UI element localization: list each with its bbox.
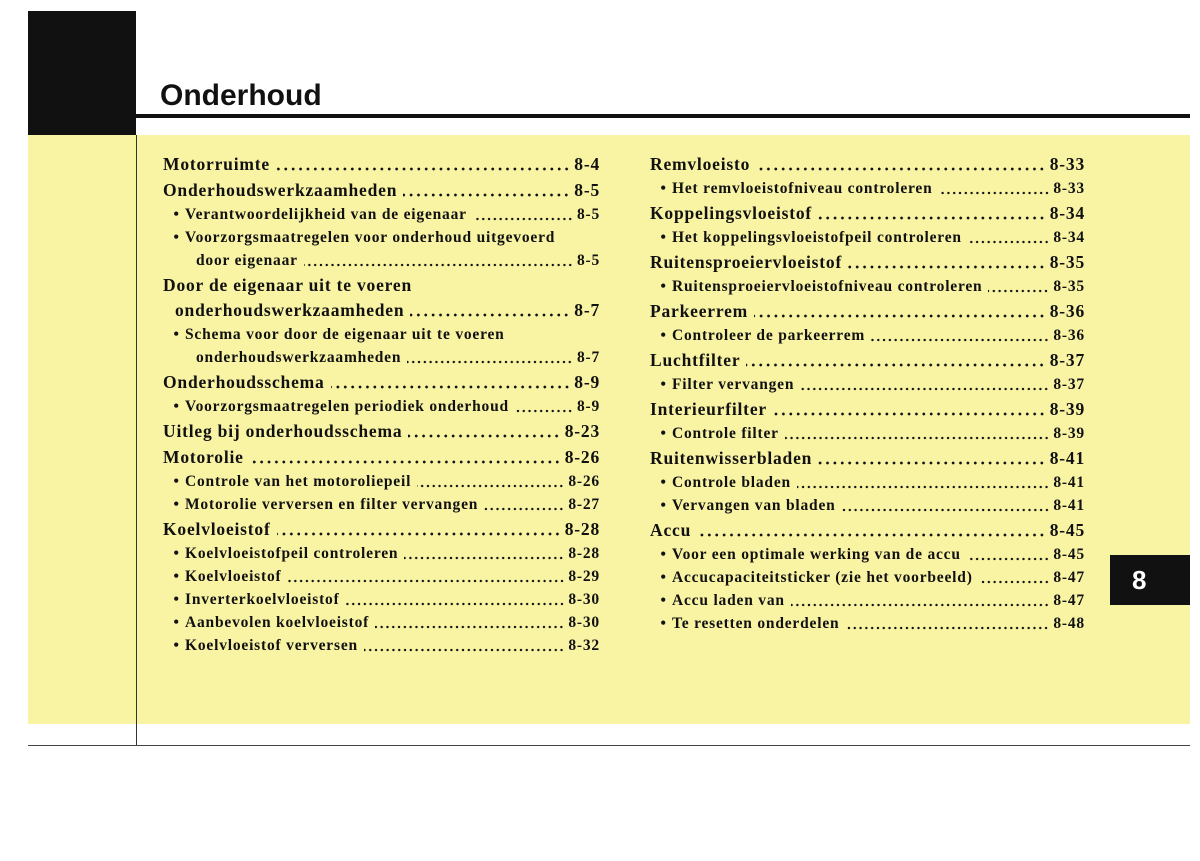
toc-entry [163,178,600,203]
page-number: 8-36 [1049,300,1085,321]
toc-entry [163,445,600,470]
entry-title: • Accucapaciteitsticker (zie het voorbeeld) [672,568,973,586]
page-number: 8-33 [1053,179,1085,197]
toc-line [163,370,600,395]
dot-leader [754,299,1046,324]
entry-title: • Accu laden van [672,591,785,609]
dot-leader [845,612,1049,635]
toc-entry [650,152,1085,177]
chapter-tab [1110,555,1190,605]
toc-line [650,589,1085,612]
page-number: 8-37 [1049,349,1085,370]
toc-subentry [650,543,1085,566]
dot-leader [408,419,560,444]
toc-subentry [650,373,1085,396]
toc-line [163,542,600,565]
dot-leader [791,589,1050,612]
toc-subentry [163,323,600,369]
toc-entry [650,250,1085,275]
entry-title: • Te resetten onderdelen [672,614,840,632]
page-number: 8-7 [574,299,600,320]
dot-leader [484,493,564,516]
page-number: 8-9 [574,371,600,392]
page-number: 8-30 [568,590,600,608]
entry-title: • Controle van het motoroliepeil [185,472,412,490]
toc-line [650,226,1085,249]
toc-line [650,275,1085,298]
dot-leader [988,275,1049,298]
page-number: 8-23 [564,420,600,441]
toc-subentry [163,395,600,418]
toc-subentry [650,275,1085,298]
dot-leader [785,422,1050,445]
page-number: 8-39 [1053,424,1085,442]
page-number: 8-5 [576,205,600,223]
toc-line [650,612,1085,635]
dot-leader [871,324,1049,347]
page-number: 8-9 [576,397,600,415]
chapter-title: Onderhoud [160,79,322,112]
entry-title: • Inverterkoelvloeistof [185,590,340,608]
page-number: 8-5 [574,179,600,200]
entry-title: Motorruimte [163,153,270,174]
toc-entry [163,517,600,542]
entry-title: Ruitensproeiervloeistof [650,251,843,272]
dot-leader [375,611,564,634]
dot-leader [968,226,1050,249]
toc-line [650,373,1085,396]
toc-subentry [650,422,1085,445]
page-number: 8-35 [1049,251,1085,272]
page-number: 8-5 [576,251,600,269]
entry-title: Accu [650,519,692,540]
entry-title: • Koelvloeistof verversen [185,636,358,654]
toc-line [163,273,600,298]
toc-entry [650,518,1085,543]
toc-line [163,203,600,226]
toc-line [650,543,1085,566]
dot-leader [276,152,570,177]
toc-subentry [163,588,600,611]
entry-title: Luchtfilter [650,349,741,370]
entry-title-continued: onderhoudswerkzaamheden [196,348,402,366]
page-number: 8-37 [1053,375,1085,393]
chapter-tab-number: 8 [1132,565,1147,595]
toc-line [650,471,1085,494]
toc-entry [650,446,1085,471]
toc-entry [650,299,1085,324]
page-number: 8-33 [1049,153,1085,174]
page-number: 8-48 [1053,614,1085,632]
page-number: 8-41 [1053,496,1085,514]
page-number: 8-47 [1053,591,1085,609]
dot-leader [746,348,1045,373]
entry-title: Interieurfilter [650,398,767,419]
toc-subentry [163,565,600,588]
dot-leader [842,494,1050,517]
toc-subentry [163,203,600,226]
toc-line [650,201,1085,226]
entry-title: • Het remvloeistofniveau controleren [672,179,933,197]
toc-line [163,226,600,249]
toc-line [650,422,1085,445]
toc-line [650,397,1085,422]
page-number: 8-41 [1053,473,1085,491]
toc-line [650,177,1085,200]
toc-line [650,518,1085,543]
page-number: 8-34 [1049,202,1085,223]
toc-line [163,323,600,346]
toc-entry [163,419,600,444]
toc-subentry [163,611,600,634]
page-number: 8-34 [1053,228,1085,246]
entry-title: Door de eigenaar uit te voeren [163,274,413,295]
entry-title: • Het koppelingsvloeistofpeil controleren [672,228,962,246]
toc-line [163,178,600,203]
dot-leader [979,566,1050,589]
toc-subentry [163,542,600,565]
toc-subentry [650,471,1085,494]
toc-line [650,152,1085,177]
dot-leader [410,298,570,323]
page-number: 8-28 [568,544,600,562]
entry-title: • Voorzorgsmaatregelen voor onderhoud uitgevoerd [185,228,556,246]
page-number: 8-7 [576,348,600,366]
toc-subentry [650,566,1085,589]
footer-line [28,745,1190,746]
dot-leader [364,634,564,657]
toc-line [650,494,1085,517]
toc-line [650,324,1085,347]
dot-leader [250,445,561,470]
page-number: 8-45 [1049,519,1085,540]
entry-title: Koppelingsvloeistof [650,202,813,223]
margin-line [136,135,137,745]
entry-title: • Filter vervangen [672,375,795,393]
dot-leader [939,177,1050,200]
entry-title: Uitleg bij onderhoudsschema [163,420,403,441]
entry-title: Koelvloeistof [163,518,271,539]
toc-subentry [650,612,1085,635]
dot-leader [967,543,1050,566]
entry-title: Ruitenwisserbladen [650,447,813,468]
page-number: 8-32 [568,636,600,654]
dot-leader [404,542,564,565]
dot-leader [848,250,1046,275]
toc-line [650,446,1085,471]
toc-entry [163,370,600,395]
chapter-marker-block [28,11,136,135]
page-number: 8-27 [568,495,600,513]
toc-line [163,470,600,493]
toc-subentry [650,177,1085,200]
toc-line [163,419,600,444]
dot-leader [403,178,570,203]
page-number: 8-26 [568,472,600,490]
entry-title: • Controle filter [672,424,779,442]
toc-subentry [650,324,1085,347]
toc-subentry [650,226,1085,249]
toc-line [163,493,600,516]
entry-title: • Controleer de parkeerrem [672,326,866,344]
dot-leader [331,370,571,395]
dot-leader [800,373,1049,396]
page-number: 8-47 [1053,568,1085,586]
dot-leader [417,470,564,493]
entry-title: • Voorzorgsmaatregelen periodiek onderhoud [185,397,509,415]
toc-line [650,348,1085,373]
entry-title-continued: door eigenaar [196,251,298,269]
toc-entry [163,273,600,323]
page-number: 8-4 [574,153,600,174]
page-number: 8-35 [1053,277,1085,295]
page-number: 8-30 [568,613,600,631]
toc-line [650,250,1085,275]
entry-title: • Motorolie verversen en filter vervangen [185,495,479,513]
entry-title-continued: onderhoudswerkzaamheden [175,299,405,320]
toc-line [650,566,1085,589]
toc-line [163,395,600,418]
dot-leader [304,249,573,272]
entry-title: • Verantwoordelijkheid van de eigenaar [185,205,467,223]
toc-subentry [163,634,600,657]
toc-line [163,634,600,657]
dot-leader [288,565,565,588]
dot-leader [407,346,573,369]
dot-leader [773,397,1046,422]
page-number: 8-41 [1049,447,1085,468]
toc-line [163,517,600,542]
entry-title: • Aanbevolen koelvloeistof [185,613,370,631]
toc-line [163,565,600,588]
entry-title: Onderhoudsschema [163,371,325,392]
toc-line [163,249,600,272]
page-number: 8-28 [564,518,600,539]
entry-title: Onderhoudswerkzaamheden [163,179,398,200]
toc-subentry [163,493,600,516]
toc-line [163,588,600,611]
page-number: 8-29 [568,567,600,585]
dot-leader [818,201,1046,226]
dot-leader [818,446,1046,471]
entry-title: • Koelvloeistofpeil controleren [185,544,399,562]
title-rule [136,114,1190,118]
toc-entry [163,152,600,177]
entry-title: Motorolie [163,446,244,467]
entry-title: • Vervangen van bladen [672,496,836,514]
dot-leader [277,517,561,542]
toc-entry [650,201,1085,226]
entry-title: • Controle bladen [672,473,791,491]
dot-leader [797,471,1049,494]
page-number: 8-26 [564,446,600,467]
toc-line [163,298,600,323]
toc-line [163,346,600,369]
dot-leader [515,395,573,418]
page-number: 8-36 [1053,326,1085,344]
toc-left-column [163,152,600,657]
entry-title: Parkeerrem [650,300,749,321]
toc-line [163,445,600,470]
toc-subentry [650,494,1085,517]
toc-line [163,611,600,634]
toc-right-column [650,152,1085,635]
entry-title: • Schema voor door de eigenaar uit te voeren [185,325,505,343]
entry-title: Remvloeisto [650,153,751,174]
page-number: 8-39 [1049,398,1085,419]
dot-leader [346,588,565,611]
toc-entry [650,348,1085,373]
dot-leader [473,203,573,226]
toc-line [163,152,600,177]
entry-title: • Koelvloeistof [185,567,282,585]
page-number: 8-45 [1053,545,1085,563]
entry-title: • Voor een optimale werking van de accu [672,545,961,563]
toc-line [650,299,1085,324]
toc-entry [650,397,1085,422]
toc-subentry [650,589,1085,612]
dot-leader [697,518,1046,543]
dot-leader [756,152,1046,177]
entry-title: • Ruitensproeiervloeistofniveau controleren [672,277,983,295]
toc-subentry [163,470,600,493]
toc-subentry [163,226,600,272]
